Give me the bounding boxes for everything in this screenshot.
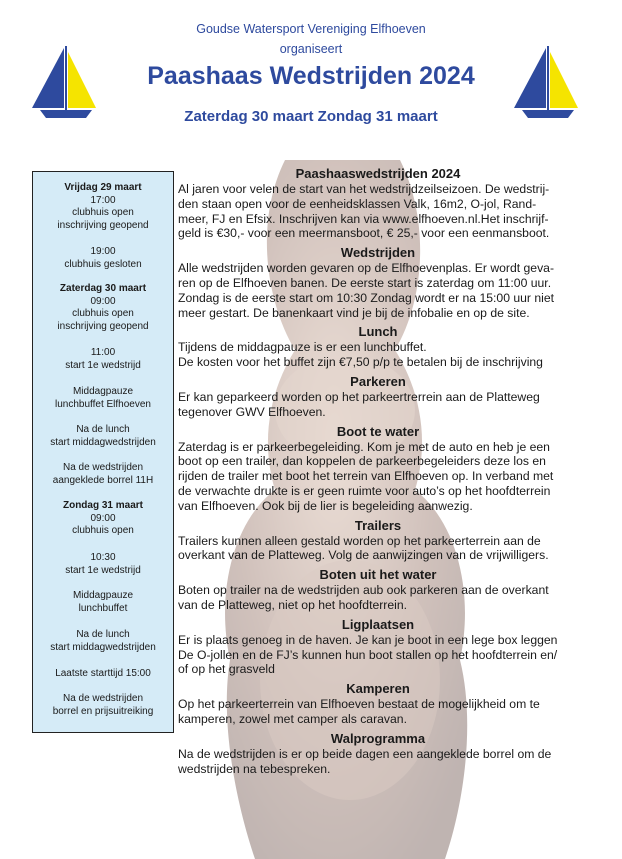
event-dates: Zaterdag 30 maart Zondag 31 maart (184, 108, 438, 125)
schedule-line: start middagwedstrijden (50, 436, 156, 448)
schedule-line: inschrijving geopend (57, 320, 149, 332)
section-text: Er kan geparkeerd worden op het parkeertrerrein aan de Platteweg tegenover GWV Elfhoeven. (178, 389, 540, 419)
schedule-line: 17:00 (90, 194, 116, 206)
schedule-line: Middagpauze (72, 386, 134, 397)
schedule-line: Laatste starttijd 15:00 (55, 668, 151, 679)
section-text: Al jaren voor velen de start van het wedstrijdzeilseizoen. De wedstrij- den staan open voor de eenheidsklassen Valk, 16m2, O-jol, Rand- meer, FJ en Efsix. Inschrijven kan via www.elfhoeven.nl.Het inschrijf- geld is €30,- voor een meermansboot, € 25,- voor een eenmansboot. (178, 182, 550, 241)
section-heading: Paashaaswedstrijden 2024 (295, 166, 461, 181)
schedule-entry (33, 590, 173, 615)
section-text: Op het parkeerterrein van Elfhoeven bestaat de mogelijkheid om te kamperen, zowel met camper als caravan. (178, 697, 540, 726)
schedule-line: lunchbuffet (78, 602, 128, 614)
schedule-line: aangeklede borrel 11H (52, 474, 154, 486)
section-text: Na de wedstrijden is er op beide dagen een aangeklede borrel om de wedstrijden na tebespreken. (178, 746, 552, 776)
header (0, 0, 622, 150)
main-content (178, 165, 578, 779)
section-heading: Kamperen (346, 681, 410, 697)
section-text: Zaterdag is er parkeerbegeleiding. Kom je met de auto en heb je een boot op een trailer, dan koppelen de parkeerbegeleiders deze los en rijden de trailer met boot het terrein van Elfhoeven op. In verband met de verwachte drukte is er geen ruimte voor auto’s op het hoofdterrein van Elfhoeven. Ook bij de lier is begeleiding aanwezig. (178, 439, 554, 513)
schedule-line: Na de lunch (76, 424, 130, 435)
schedule-line: 19:00 (90, 246, 116, 257)
schedule-line: 10:30 (90, 552, 116, 563)
schedule-line: Na de wedstrijden (62, 462, 144, 473)
schedule-line: start 1e wedstrijd (65, 564, 141, 576)
organization-name: Goudse Watersport Vereniging Elfhoeven (196, 22, 426, 36)
section-text: Alle wedstrijden worden gevaren op de Elfhoevenplas. Er wordt geva- ren op de Elfhoeven banen. De eerste start is zaterdag om 11:00 uur. Zondag is de eerste start om 10:30 Zondag wordt er na 15:00 uur niet meer gestart. De banenkaart vind je bij de infobalie en op de site. (178, 261, 555, 320)
schedule-entry (33, 462, 173, 487)
schedule-line: 09:00 (90, 295, 116, 307)
schedule-entry (33, 347, 173, 372)
schedule-entry (33, 386, 173, 411)
section-heading: Boten uit het water (319, 567, 437, 583)
schedule-entry (33, 693, 173, 718)
schedule-entry (33, 424, 173, 449)
schedule-entry (33, 629, 173, 654)
section-text: Er is plaats genoeg in de haven. Je kan je boot in een lege box leggen De O-jollen en de FJ’s kunnen hun boot stallen op het hoofdterrein en/ of op het grasveld (178, 632, 558, 677)
schedule-line: 11:00 (90, 347, 116, 358)
schedule-line: start 1e wedstrijd (65, 359, 141, 371)
section-heading: Ligplaatsen (341, 616, 415, 632)
schedule-line: Na de wedstrijden (62, 693, 144, 704)
schedule-line: borrel en prijsuitreiking (52, 705, 154, 717)
section-text: Tijdens de middagpauze is er een lunchbuffet. De kosten voor het buffet zijn €7,50 p/p te betalen bij de inschrijving (178, 340, 543, 370)
schedule-day: Vrijdag 29 maart (64, 182, 142, 193)
schedule-entry (33, 668, 173, 681)
sailboat-logo-icon (30, 44, 102, 122)
schedule-day: Zaterdag 30 maart (59, 283, 147, 294)
schedule-line: start middagwedstrijden (50, 641, 156, 653)
schedule-line: clubhuis open (72, 525, 134, 537)
schedule-line: clubhuis open (72, 308, 134, 320)
section-heading: Trailers (354, 517, 402, 533)
schedule-line: clubhuis open (72, 207, 134, 219)
sailboat-logo-icon (512, 44, 584, 122)
schedule-line: 09:00 (90, 512, 116, 524)
schedule-entry (33, 552, 173, 577)
page-title: Paashaas Wedstrijden 2024 (147, 62, 475, 90)
section-heading: Parkeren (350, 373, 406, 389)
schedule-line: Middagpauze (72, 590, 134, 601)
schedule-sidebar (32, 171, 174, 733)
schedule-entry (33, 246, 173, 271)
schedule-entry (33, 182, 173, 232)
schedule-line: inschrijving geopend (57, 219, 149, 231)
section-text: Trailers kunnen alleen gestald worden op het parkeerterrein aan de overkant van de Platteweg. Volg de aanwijzingen van de vrijwilligers. (178, 533, 549, 563)
schedule-entry (33, 283, 173, 333)
section-heading: Walprogramma (330, 730, 426, 746)
schedule-line: Na de lunch (76, 629, 130, 640)
section-heading: Wedstrijden (340, 245, 416, 261)
section-heading: Lunch (358, 324, 398, 340)
schedule-day: Zondag 31 maart (62, 500, 144, 511)
organizes-label: organiseert (279, 42, 343, 56)
section-heading: Boot te water (336, 423, 420, 439)
schedule-line: clubhuis gesloten (64, 258, 142, 270)
schedule-entry (33, 500, 173, 538)
section-text: Boten op trailer na de wedstrijden aub ook parkeren aan de overkant van de Platteweg, niet op het hoofdterrein. (178, 583, 549, 612)
schedule-line: lunchbuffet Elfhoeven (54, 398, 151, 410)
